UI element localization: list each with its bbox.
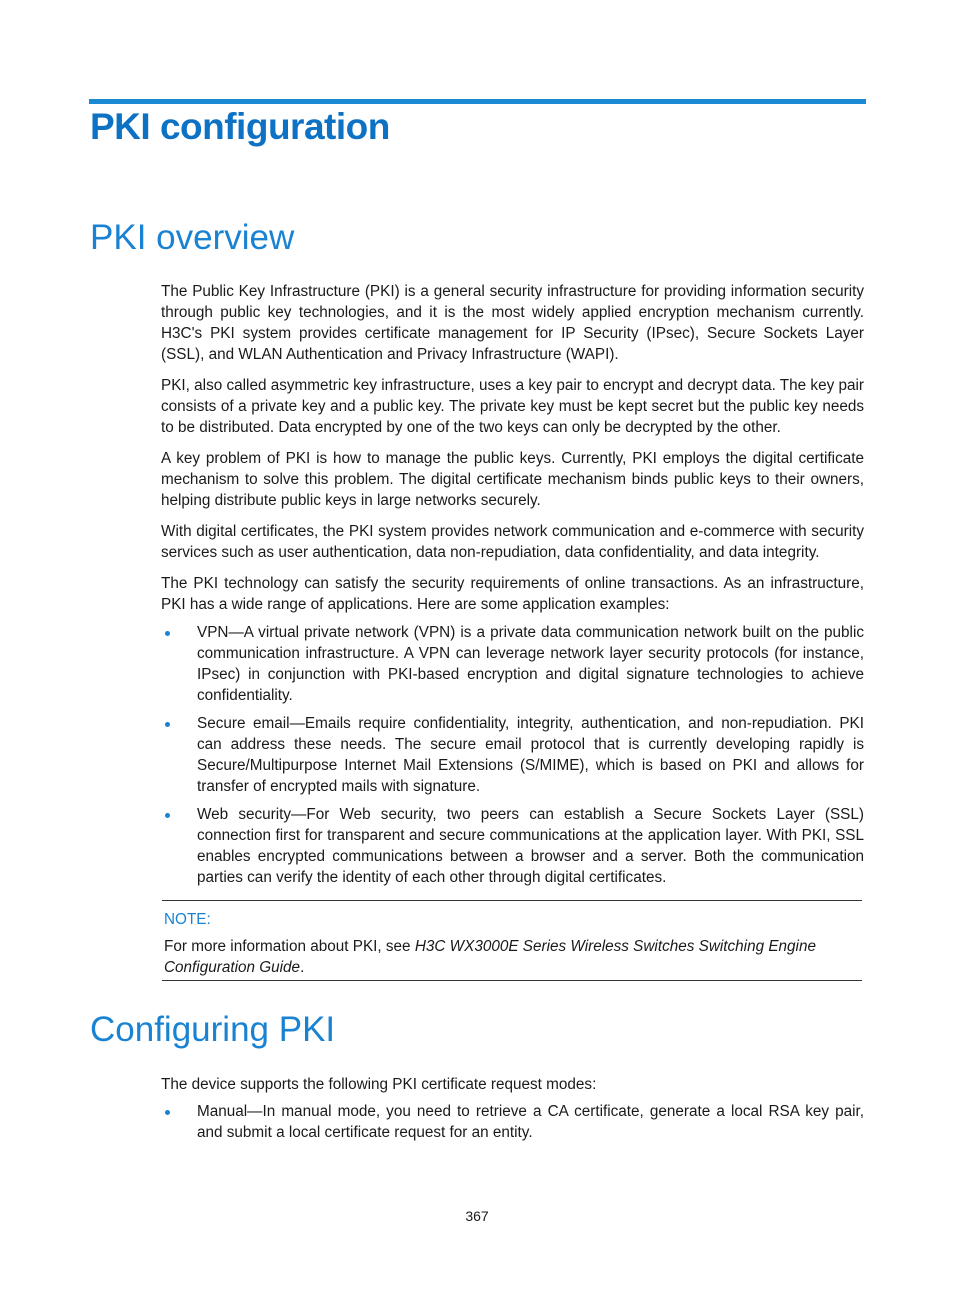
section-heading-pki-overview: PKI overview: [90, 218, 295, 257]
note-text-after: .: [300, 959, 305, 976]
list-item: [161, 1101, 864, 1143]
paragraph: A key problem of PKI is how to manage the public keys. Currently, PKI employs the digital certificate mechanism to solve this problem. The digital certificate mechanism binds public keys to their owners, helping distribute public keys in large networks securely.: [161, 450, 864, 509]
bullet-icon: [165, 722, 170, 727]
paragraph: The Public Key Infrastructure (PKI) is a general security infrastructure for providing information security through public key technologies, and it is the most widely applied encryption mechanism currently. H3C's PKI system provides certificate management for IP Security (IPsec), Secure Sockets Layer (SSL), and WLAN Authentication and Privacy Infrastructure (WAPI).: [161, 283, 864, 363]
page-number: 367: [465, 1208, 489, 1224]
note-label: NOTE:: [164, 911, 211, 928]
section-heading-configuring-pki: Configuring PKI: [90, 1010, 336, 1049]
list-item-text: Secure email—Emails require confidentiality, integrity, authentication, and non-repudiation. PKI can address these needs. The secure email protocol that is currently developing rapidly is Secure/Multipurpose Internet Mail Extensions (S/MIME), which is based on PKI and allows for transfer of encrypted mails with signature.: [197, 715, 864, 795]
bullet-icon: [165, 813, 170, 818]
chapter-title-rule: [89, 99, 866, 104]
list-item-text: VPN—A virtual private network (VPN) is a private data communication network built on the public communication infrastructure. A VPN can leverage network layer security protocols (for instance, IPsec) in conjunction with PKI-based encryption and digital signature technologies to achieve confidentiality.: [197, 624, 864, 704]
list-item: [161, 713, 864, 797]
list-item: [161, 622, 864, 706]
list-item-text: Web security—For Web security, two peers can establish a Secure Sockets Layer (SSL) connection first for transparent and secure communications at the application layer. With PKI, SSL enables encrypted communications between a browser and a server. Both the communication parties can verify the identity of each other through digital certificates.: [197, 806, 864, 886]
note-text: [164, 936, 862, 978]
list-item-text: Manual—In manual mode, you need to retrieve a CA certificate, generate a local RSA key pair, and submit a local certificate request for an entity.: [197, 1103, 864, 1141]
paragraph: PKI, also called asymmetric key infrastructure, uses a key pair to encrypt and decrypt data. The key pair consists of a private key and a public key. The private key must be kept secret but the public key needs to be distributed. Data encrypted by one of the two keys can only be decrypted by the other.: [161, 377, 864, 436]
note-reference: H3C WX3000E Series Wireless Switches Switching Engine Configuration Guide: [164, 938, 816, 976]
bullet-icon: [165, 1110, 170, 1115]
note-text-before: For more information about PKI, see: [164, 938, 415, 955]
note-box: [162, 900, 862, 981]
paragraph: With digital certificates, the PKI system provides network communication and e-commerce with security services such as user authentication, data non-repudiation, data confidentiality, and data integrity.: [161, 523, 864, 561]
configuring-pki-body: [161, 1074, 864, 1150]
request-modes-list: [161, 1101, 864, 1143]
bullet-icon: [165, 631, 170, 636]
chapter-title: PKI configuration: [90, 106, 390, 147]
pki-overview-body: [161, 281, 864, 895]
application-examples-list: [161, 622, 864, 888]
paragraph: The device supports the following PKI certificate request modes:: [161, 1076, 597, 1093]
paragraph: The PKI technology can satisfy the security requirements of online transactions. As an infrastructure, PKI has a wide range of applications. Here are some application examples:: [161, 575, 864, 613]
list-item: [161, 804, 864, 888]
